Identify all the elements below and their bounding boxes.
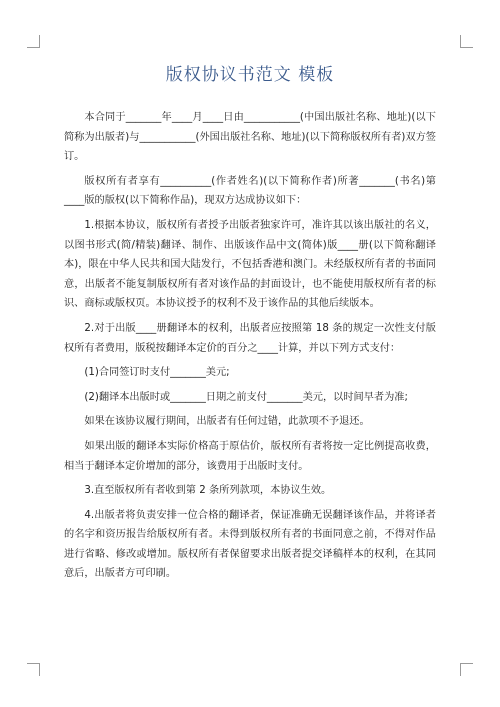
paragraph-clause-2: 2.对于出版____册翻译本的权利，出版者应按照第 18 条的规定一次性支付版权所有者费用，版税按翻译本定价的百分之____计算，并以下列方式支付： [64, 322, 436, 354]
document-title: 版权协议书范文 模板 [165, 65, 335, 85]
paragraph-clause-3: 3.直至版权所有者收到第 2 条所列款项，本协议生效。 [84, 485, 332, 497]
paragraph-payment-1: (1)合同签订时支付_______美元; [84, 367, 230, 379]
paragraph-clause-4: 4.出版者将负责安排一位合格的翻译者，保证准确无误翻译该作品，并将译者的名字和资历报告给版权所有者。未得到版权所有者的书面同意之前，不得对作品进行省略、修改或增加。版权所有者保留要求出版者提交译稿样本的权利，在其同意后，出版者方可印刷。 [64, 509, 436, 580]
paragraph-payment-2: (2)翻译本出版时或_______日期之前支付_______美元，以时间早者为准; [84, 391, 408, 403]
crop-mark-top-left [27, 35, 40, 48]
paragraph-no-refund: 如果在该协议履行期间，出版者有任何过错，此款项不予退还。 [84, 416, 370, 428]
paragraph-rights-holder: 版权所有者享有__________(作者姓名)(以下简称作者)所著_______(书名)第____版的版权(以下简称作品)，现双方达成协议如下： [64, 175, 436, 207]
crop-mark-bottom-left [27, 663, 40, 676]
paragraph-price-adjust: 如果出版的翻译本实际价格高于原估价，版权所有者将按一定比例提高收费，相当于翻译本定价增加的部分，该费用于出版时支付。 [64, 440, 436, 472]
paragraph-clause-1: 1.根据本协议，版权所有者授予出版者独家许可，准许其以该出版社的名义，以图书形式(简/精装)翻译、制作、出版该作品中文(简体)版____册(以下简称翻译本)，限在中华人民共和国大陆发行，不包括香港和澳门。未经版权所有者的书面同意，出版者不能复制版权所有者对该作品的封面设计，也不能使用版权所有者的标识、商标或版权页。本协议授予的权利不及于该作品的其他后续版本。 [64, 219, 436, 310]
crop-mark-top-right [460, 35, 473, 48]
document-body [64, 108, 436, 584]
crop-mark-bottom-right [460, 663, 473, 676]
paragraph-preamble: 本合同于_______年____月____日由___________(中国出版社名称、地址)(以下简称为出版者)与___________(外国出版社名称、地址)(以下简称版权所有者)双方签订。 [64, 112, 436, 163]
